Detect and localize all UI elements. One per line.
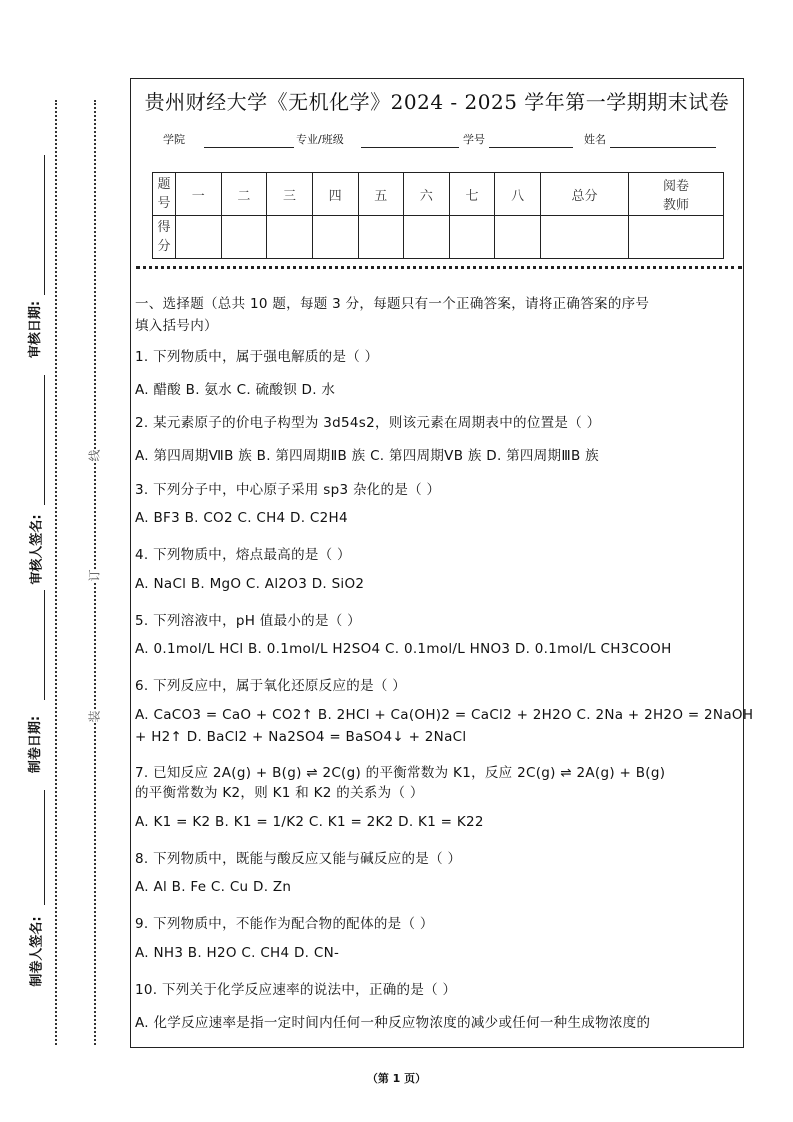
review-date-label: 审核日期: (28, 300, 44, 359)
text-line: A. K1 = K2 B. K1 = 1/K2 C. K1 = 2K2 D. K1 = K22 (135, 814, 484, 830)
student-id-field[interactable] (489, 147, 573, 148)
name-label: 姓名 (584, 133, 606, 146)
header-cell: 一 (176, 173, 222, 216)
score-cell[interactable] (629, 216, 724, 259)
make-date-line (44, 590, 45, 700)
bind-char-ding: 订 (87, 569, 102, 582)
reviewer-sign-label: 审核人签名: (29, 514, 45, 585)
separator-dots (136, 266, 742, 269)
header-cell: 五 (358, 173, 404, 216)
score-cell[interactable] (404, 216, 450, 259)
text-line: A. 醋酸 B. 氨水 C. 硫酸钡 D. 水 (135, 382, 336, 398)
maker-sign-line (44, 790, 45, 905)
header-cell: 四 (312, 173, 358, 216)
header-cell: 二 (221, 173, 267, 216)
major-field[interactable] (361, 147, 459, 148)
college-field[interactable] (204, 147, 294, 148)
header-cell: 三 (267, 173, 313, 216)
bind-char-xian: 线 (87, 449, 102, 462)
name-field[interactable] (610, 147, 716, 148)
text-line: A. 第四周期ⅦB 族 B. 第四周期ⅡB 族 C. 第四周期ⅤB 族 D. 第四周期ⅢB 族 (135, 448, 599, 464)
row-label: 题 号 (153, 173, 176, 216)
text-line: 10. 下列关于化学反应速率的说法中，正确的是（ ） (135, 982, 457, 998)
text-line: A. 0.1mol/L HCl B. 0.1mol/L H2SO4 C. 0.1mol/L HNO3 D. 0.1mol/L CH3COOH (135, 641, 672, 657)
score-cell[interactable] (449, 216, 495, 259)
header-cell: 七 (449, 173, 495, 216)
score-cell[interactable] (221, 216, 267, 259)
cut-line-outer (55, 100, 57, 1045)
text-line: 一、选择题（总共 10 题，每题 3 分，每题只有一个正确答案，请将正确答案的序号 (135, 296, 650, 312)
score-cell[interactable] (176, 216, 222, 259)
score-cell[interactable] (267, 216, 313, 259)
text-line: + H2↑ D. BaCl2 + Na2SO4 = BaSO4↓ + 2NaCl (135, 729, 467, 745)
text-line: 3. 下列分子中，中心原子采用 sp3 杂化的是（ ） (135, 482, 441, 498)
text-line: 9. 下列物质中，不能作为配合物的配体的是（ ） (135, 916, 434, 932)
text-line: 1. 下列物质中，属于强电解质的是（ ） (135, 349, 379, 365)
header-cell: 总分 (541, 173, 629, 216)
maker-sign-label: 制卷人签名: (29, 916, 45, 987)
score-cell[interactable] (358, 216, 404, 259)
row-label: 得 分 (153, 216, 176, 259)
text-line: A. 化学反应速率是指一定时间内任何一种反应物浓度的减少或任何一种生成物浓度的 (135, 1015, 651, 1031)
major-label: 专业/班级 (296, 133, 344, 146)
college-label: 学院 (163, 133, 185, 146)
text-line: A. NH3 B. H2O C. CH4 D. CN- (135, 945, 340, 961)
header-cell: 六 (404, 173, 450, 216)
text-line: 4. 下列物质中，熔点最高的是（ ） (135, 547, 351, 563)
page-number: （第 1 页） (366, 1072, 427, 1085)
reviewer-header: 阅卷 教师 (629, 173, 724, 216)
text-line: A. NaCl B. MgO C. Al2O3 D. SiO2 (135, 576, 365, 592)
header-cell: 八 (495, 173, 541, 216)
score-table (152, 172, 724, 259)
table-row (153, 173, 724, 216)
text-line: 6. 下列反应中，属于氧化还原反应的是（ ） (135, 678, 407, 694)
text-line: 2. 某元素原子的价电子构型为 3d54s2，则该元素在周期表中的位置是（ ） (135, 415, 601, 431)
text-line: 8. 下列物质中，既能与酸反应又能与碱反应的是（ ） (135, 851, 462, 867)
table-row (153, 216, 724, 259)
text-line: 的平衡常数为 K2，则 K1 和 K2 的关系为（ ） (135, 785, 424, 801)
reviewer-sign-line (44, 375, 45, 505)
review-date-line (44, 155, 45, 295)
score-cell[interactable] (495, 216, 541, 259)
text-line: A. Al B. Fe C. Cu D. Zn (135, 879, 292, 895)
text-line: 5. 下列溶液中，pH 值最小的是（ ） (135, 613, 361, 629)
bind-char-zhuang: 装 (87, 710, 102, 723)
score-cell[interactable] (312, 216, 358, 259)
make-date-label: 制卷日期: (28, 715, 44, 774)
text-line: A. BF3 B. CO2 C. CH4 D. C2H4 (135, 510, 348, 526)
text-line: A. CaCO3 = CaO + CO2↑ B. 2HCl + Ca(OH)2 = CaCl2 + 2H2O C. 2Na + 2H2O = 2NaOH (135, 707, 754, 723)
score-cell[interactable] (541, 216, 629, 259)
exam-title: 贵州财经大学《无机化学》2024 - 2025 学年第一学期期末试卷 (144, 90, 730, 114)
text-line: 7. 已知反应 2A(g) + B(g) ⇌ 2C(g) 的平衡常数为 K1，反应 2C(g) ⇌ 2A(g) + B(g) (135, 765, 666, 781)
student-id-label: 学号 (463, 133, 485, 146)
text-line: 填入括号内） (135, 318, 218, 334)
